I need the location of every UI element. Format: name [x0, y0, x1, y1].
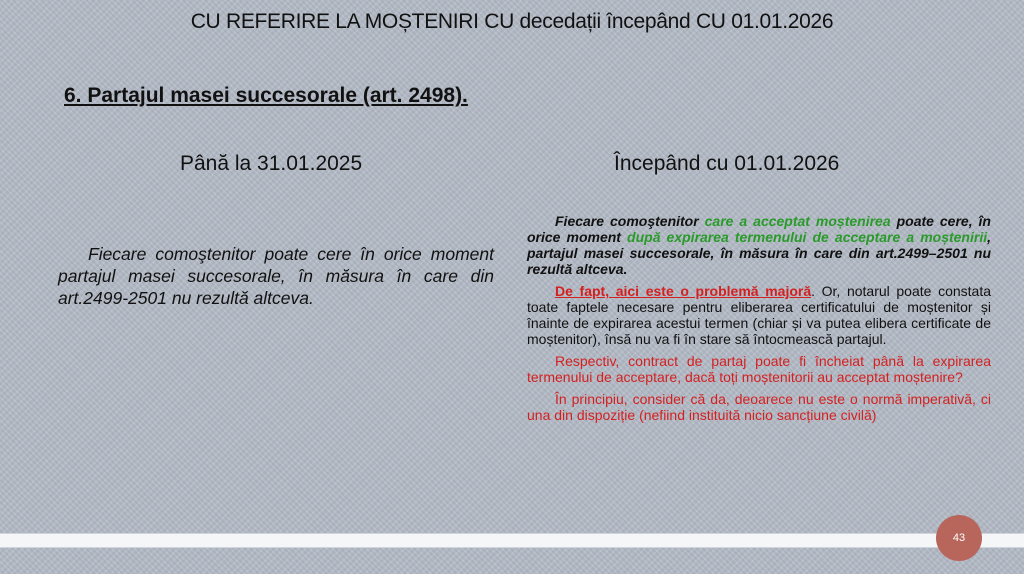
section-heading: 6. Partajul masei succesorale (art. 2498). — [64, 84, 468, 107]
p1-text-2: poate cere, în orice moment — [527, 213, 991, 245]
p1-green-2: după expirarea termenului de acceptare a moștenirii — [627, 229, 988, 245]
right-paragraph-1 — [527, 213, 991, 277]
p1-green-1: care a acceptat moștenirea — [704, 213, 891, 229]
left-column-heading: Până la 31.01.2025 — [180, 152, 363, 175]
right-column-heading: Începând cu 01.01.2026 — [614, 152, 840, 175]
right-paragraph-4: În principiu, consider că da, deoarece nu este o normă imperativă, ci una din dispoziție (nefiind instituită nicio sancțiune civilă) — [527, 391, 991, 423]
slide-title: CU REFERIRE LA MOȘTENIRI CU decedații începând CU 01.01.2026 — [190, 10, 834, 33]
right-paragraph-3: Respectiv, contract de partaj poate fi încheiat până la expirarea termenului de acceptare, dacă toți moștenitorii au acceptat moștenire? — [527, 353, 991, 385]
p2-text: . Or, notarul poate constata toate faptele necesare pentru eliberarea certificatului de moștenitor și înainte de expirarea acestui termen (chiar și va putea elibera certificate de moștenitor), însă nu va fi în stare să întocmească partajul. — [527, 283, 991, 347]
p2-red-highlight: De fapt, aici este o problemă majoră — [555, 283, 812, 299]
left-column-text: Fiecare comoştenitor poate cere în orice moment partajul masei succesorale, în măsura în care din art.2499-2501 nu rezultă altceva. — [58, 244, 494, 308]
p1-text-3: , partajul masei succesorale, în măsura în care din art.2499–2501 nu rezultă altceva. — [527, 229, 991, 277]
slide-number-badge: 43 — [936, 515, 982, 561]
right-paragraph-2 — [527, 283, 991, 347]
p1-text-1: Fiecare comoştenitor — [555, 213, 705, 229]
right-column-body — [527, 213, 991, 429]
bottom-band — [0, 533, 1024, 548]
